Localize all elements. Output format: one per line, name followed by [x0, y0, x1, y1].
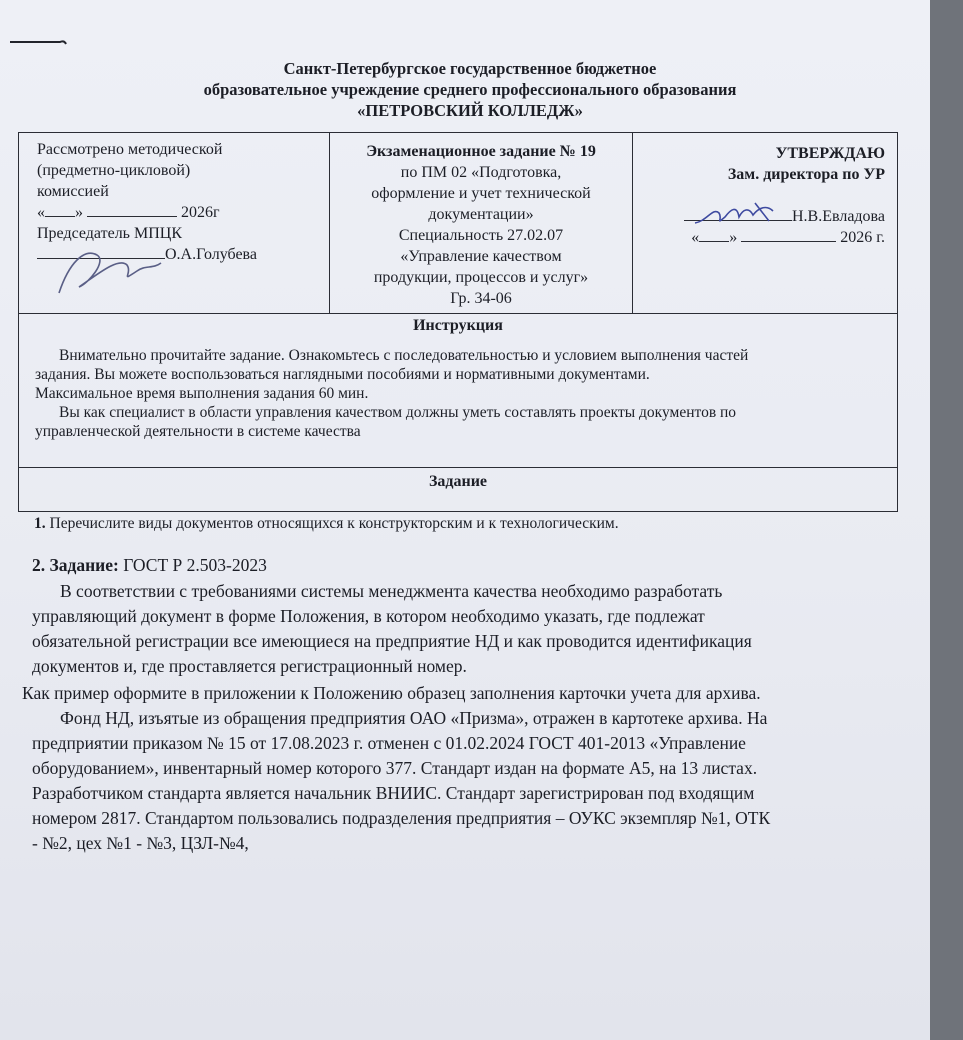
body-line: номером 2817. Стандартом пользовались подразделения предприятия – ОУКС экземпляр №1, ОТК: [32, 808, 771, 828]
exam-module: оформление и учет технической: [371, 185, 591, 202]
document-header: [140, 58, 800, 121]
instructions-line: задания. Вы можете воспользоваться наглядными пособиями и нормативными документами.: [35, 366, 650, 383]
exam-module: документации»: [428, 206, 534, 223]
approval-title: УТВЕРЖДАЮ: [775, 145, 885, 162]
instructions-text: [35, 346, 887, 441]
commission-text: комиссией: [37, 183, 109, 200]
body-line: - №2, цех №1 - №3, ЦЗЛ-№4,: [32, 833, 249, 853]
body-line: оборудованием», инвентарный номер которого 377. Стандарт издан на формате А5, на 13 листах.: [32, 758, 758, 778]
institution-line-2: образовательное учреждение среднего профессионального образования: [203, 80, 737, 99]
body-line: Разработчиком стандарта является начальник ВНИИС. Стандарт зарегистрирован под входящим: [32, 783, 755, 803]
exam-task-cell: [329, 133, 633, 313]
approver-position: Зам. директора по УР: [727, 166, 885, 183]
commission-text: (предметно-цикловой): [37, 162, 191, 179]
body-line: управляющий документ в форме Положения, в котором необходимо указать, где подлежат: [32, 606, 705, 626]
task-1: 1. Перечислите виды документов относящихся к конструкторским и к технологическим.: [34, 515, 619, 532]
corner-mark: [8, 36, 68, 48]
exam-specialty: продукции, процессов и услуг»: [373, 269, 589, 286]
instructions-line: Внимательно прочитайте задание. Ознакомьтесь с последовательностью и условием выполнения частей: [59, 347, 749, 364]
commission-text: Рассмотрено методической: [37, 141, 223, 158]
college-name: «ПЕТРОВСКИЙ КОЛЛЕДЖ»: [357, 101, 583, 120]
body-line: предприятии приказом № 15 от 17.08.2023 г. отменен с 01.02.2024 ГОСТ 401-2013 «Управление: [32, 733, 746, 753]
body-line: Как пример оформите в приложении к Положению образец заполнения карточки учета для архива.: [22, 683, 761, 703]
commission-date: « » 2026г: [37, 204, 220, 221]
table-divider: [19, 313, 897, 314]
approver-signature: [689, 199, 799, 233]
chair-title: Председатель МПЦК: [37, 225, 182, 242]
body-line: документов и, где проставляется регистрационный номер.: [32, 656, 467, 676]
institution-line-1: Санкт-Петербургское государственное бюджетное: [283, 59, 657, 78]
instructions-line: Максимальное время выполнения задания 60 мин.: [35, 385, 369, 402]
approval-table: [18, 132, 898, 512]
instructions-title: Инструкция: [413, 317, 503, 334]
chair-signature: [49, 243, 169, 303]
task-2-title: 2. Задание: ГОСТ Р 2.503-2023: [32, 555, 267, 575]
body-line: Фонд НД, изъятые из обращения предприятия ОАО «Призма», отражен в картотеке архива. На: [60, 708, 768, 728]
approval-date: « » 2026 г.: [691, 229, 885, 246]
exam-module: по ПМ 02 «Подготовка,: [400, 164, 562, 181]
instructions-line: управленческой деятельности в системе качества: [35, 423, 361, 440]
approver-signature-line: Н.В.Евладова: [643, 206, 885, 227]
body-line: В соответствии с требованиями системы менеджмента качества необходимо разработать: [60, 581, 723, 601]
chair-signature-line: О.А.Голубева: [37, 244, 319, 265]
instructions-line: Вы как специалист в области управления качеством должны уметь составлять проекты документов по: [59, 404, 737, 421]
task-title: Задание: [428, 473, 488, 490]
exam-title: Экзаменационное задание № 19: [366, 143, 596, 160]
table-divider: [19, 467, 897, 468]
body-line: обязательной регистрации все имеющиеся на предприятие НД и как проводится идентификация: [32, 631, 752, 651]
exam-specialty: «Управление качеством: [400, 248, 562, 265]
exam-specialty: Специальность 27.02.07: [398, 227, 564, 244]
exam-group: Гр. 34-06: [450, 290, 512, 307]
